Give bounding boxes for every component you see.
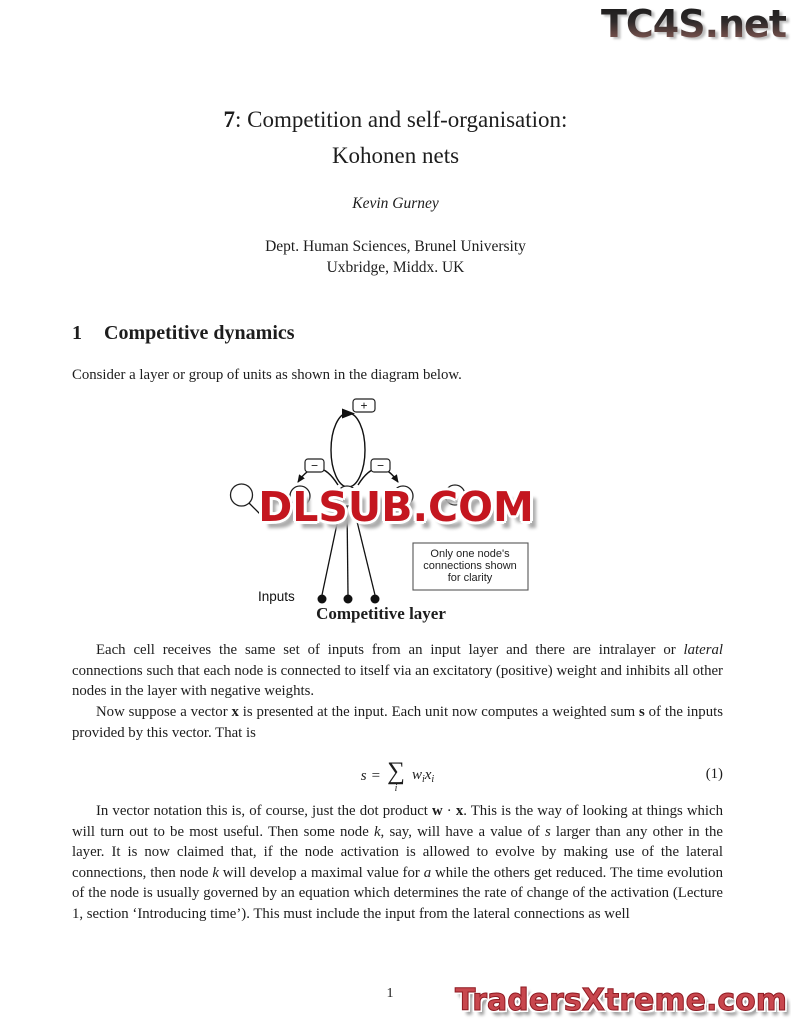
paragraph-vector [72,702,723,743]
excitatory-weight-label: + [360,398,368,413]
section-title: Competitive dynamics [104,322,295,344]
self-loop [331,413,365,487]
text-run: connections such that each node is connected to itself via an excitatory (positive) weight and inhibits all other nodes in the layer with negative weights. [72,662,723,700]
sum-index: i [394,782,398,794]
equation-1 [72,752,723,800]
text-run: of the inputs provided by this vector. That is [72,704,723,741]
section-number: 1 [72,322,82,344]
paragraph-each-cell [72,640,723,702]
text-run: while the others get reduced. The time evolution of the node is usually governed by an equation which determines the rate of change of the activation (Lecture 1, section ‘Introducing time’). This must include the input from the lateral connections as well [72,864,723,922]
equation-equals: = [371,767,381,784]
vector-symbol: w [432,803,443,819]
inhibitory-weight-label-right: − [376,458,385,473]
emphasized-term: lateral [683,642,723,658]
page-number: 1 [386,986,394,1001]
math-variable: k [212,864,219,881]
section-heading [72,322,295,345]
lecture-number: 7 [223,107,236,132]
dlsub-watermark-logo: DLSUB.COM [258,483,534,531]
input-terminal-dot [371,595,380,604]
text-run: , say, will have a value of [380,823,545,840]
paper-title [0,102,791,174]
affiliation-line1: Dept. Human Sciences, Brunel University [265,238,526,255]
text-run: · [442,803,456,819]
figure-note-line1: Only one node's [430,548,510,560]
vector-symbol: x [455,803,464,819]
figure-caption: Competitive layer [316,604,446,623]
text-run: Now suppose a vector [96,704,232,720]
inputs-label: Inputs [258,589,295,604]
summation-symbol [387,759,405,794]
affiliation [0,236,791,278]
math-variable: s [544,823,551,840]
equation-number: (1) [705,766,723,782]
author-name: Kevin Gurney [352,195,439,212]
text-run: Each cell receives the same set of inputs from an input layer and there are intralayer or [96,642,684,658]
input-terminal-dot [344,595,353,604]
vector-symbol: x [231,704,239,720]
weight-symbol: w [411,767,422,783]
text-run: will develop a maximal value for [218,864,424,881]
competitive-layer-figure [0,395,791,607]
text-run: is presented at the input. Each unit now computes a weighted sum [238,704,639,720]
paragraph-intro: Consider a layer or group of units as shown in the diagram below. [72,367,462,383]
sigma-glyph: ∑ [387,757,405,785]
text-run: larger than any other in the layer. It is now claimed that, if the node activation is allowed to evolve by making use of the lateral connections, then node [72,823,723,881]
input-terminal-dot [318,595,327,604]
figure-note-line3: for clarity [447,572,493,584]
equation-body [72,752,723,800]
figure-note-line2: connections shown [423,560,517,572]
text-run: In vector notation this is, of course, just the dot product [96,803,433,819]
input-subscript: i [431,774,435,785]
vector-symbol: s [639,704,645,720]
weight-term [412,767,434,785]
weight-subscript: i [421,774,425,785]
equation-lhs: s [360,767,367,784]
math-variable: a [423,864,432,881]
input-symbol: x [424,767,432,783]
tc4s-watermark-logo: TC4S.net [600,2,786,46]
paper-title-text: : Competition and self-organisation: [235,107,568,132]
paper-title-line2: Kohonen nets [331,143,460,168]
text-run: . This is the way of looking at things which will turn out to be most useful. Then some node [72,803,723,840]
paragraph-dot-product [72,801,723,925]
tradersxtreme-watermark-logo: TradersXtreme.com [455,983,787,1018]
affiliation-line2: Uxbridge, Middx. UK [326,259,465,276]
paper-title-line1 [0,102,791,138]
inhibitory-weight-label-left: − [310,458,319,473]
math-variable: k [373,823,381,840]
